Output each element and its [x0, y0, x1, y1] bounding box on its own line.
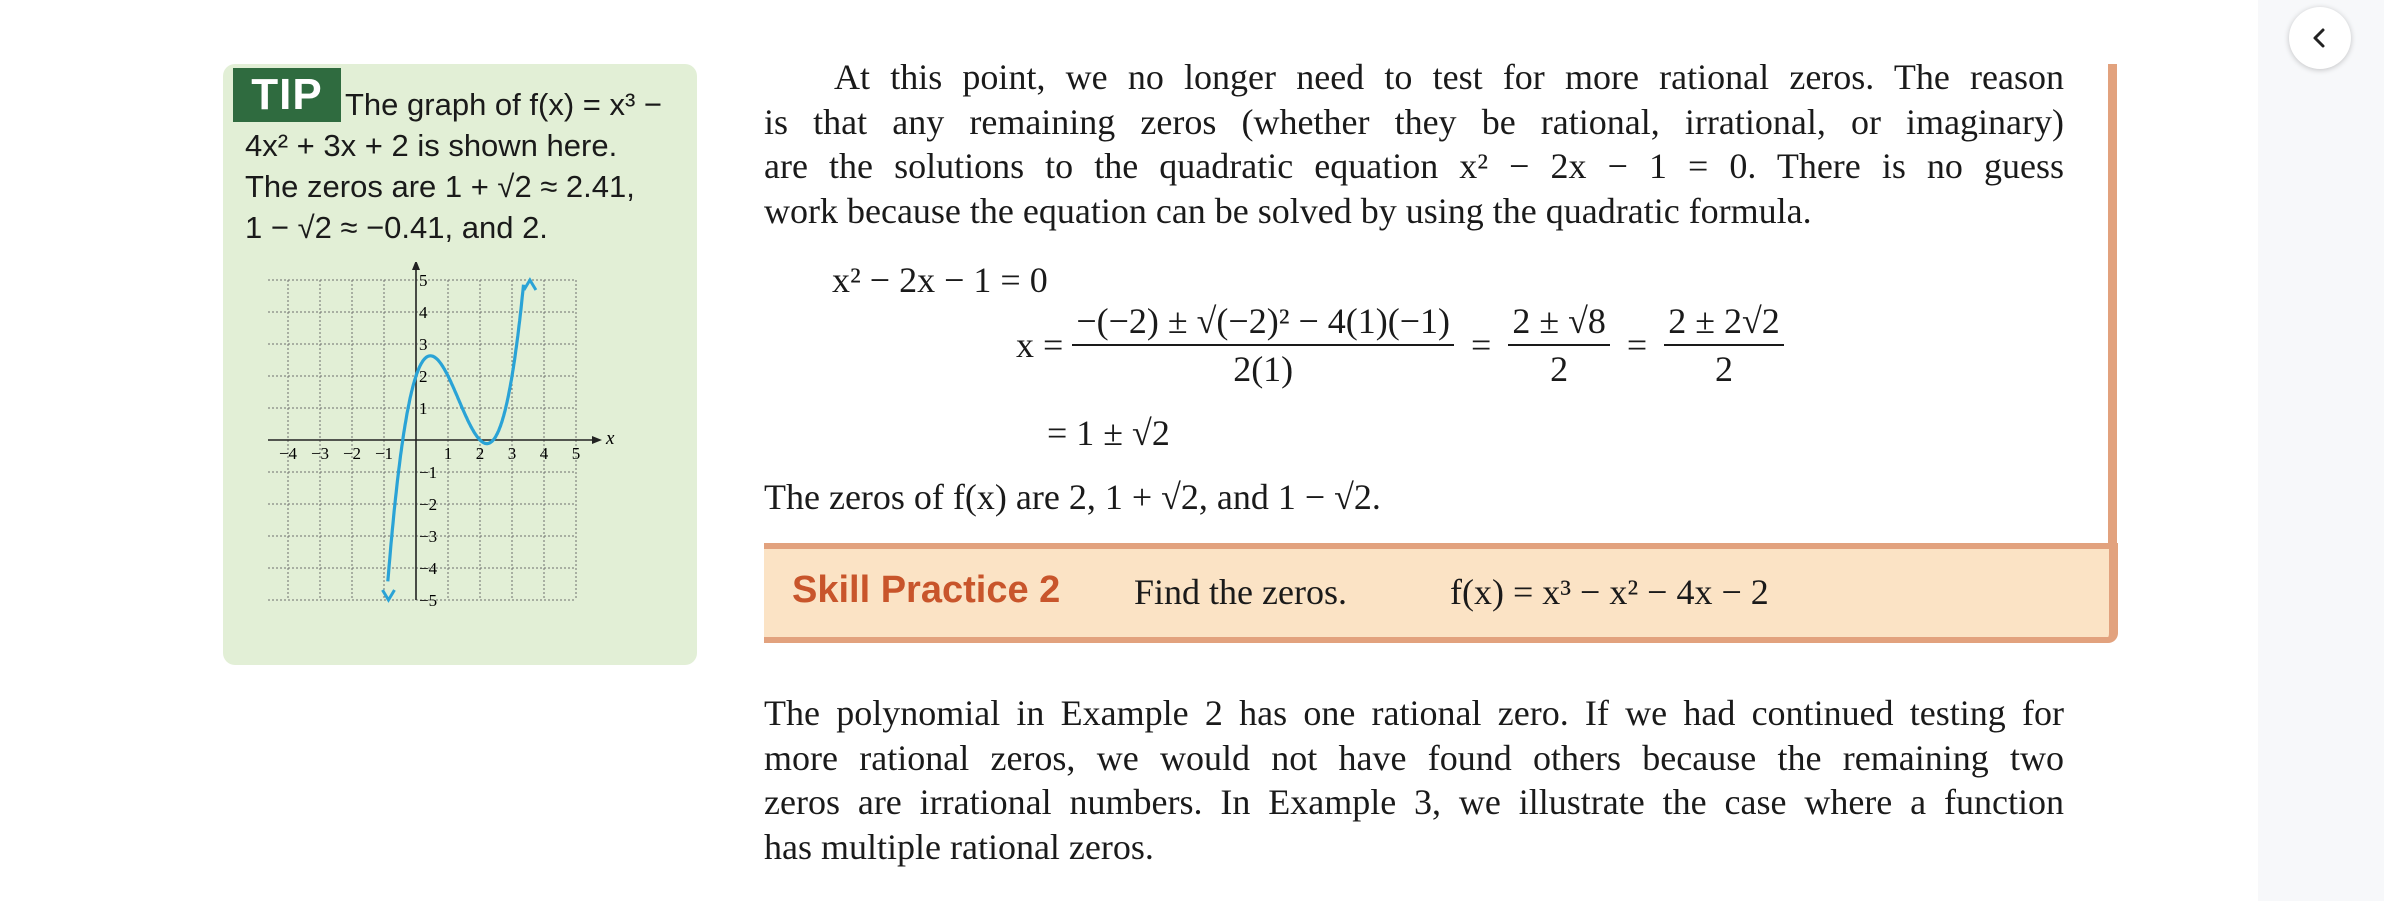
para1-line-2: is that any remaining zeros (whether they be rational, irrational, or imaginary)	[764, 101, 2064, 142]
x-tick-label: 4	[539, 444, 549, 463]
right-side-panel	[2258, 0, 2384, 901]
fraction-2-denominator: 2	[1550, 349, 1569, 389]
quadratic-formula-line	[1016, 300, 1784, 390]
curve-arrow-up	[524, 280, 536, 290]
y-tick-label: 5	[419, 271, 428, 290]
para1-line-4: work because the equation can be solved by using the quadratic formula.	[764, 190, 1812, 231]
y-axis-arrow	[412, 262, 420, 270]
x-tick-label: −2	[342, 444, 362, 463]
equals-sign-1: =	[1471, 325, 1492, 365]
graph-curve	[388, 285, 524, 582]
para2-line-4: has multiple rational zeros.	[764, 826, 1154, 867]
equals-sign-2: =	[1626, 325, 1648, 365]
chevron-left-icon	[2308, 26, 2332, 50]
tip-line-3: The zeros are 1 + √2 ≈ 2.41,	[245, 169, 635, 204]
tip-line-4: 1 − √2 ≈ −0.41, and 2.	[245, 210, 548, 245]
y-tick-label: −4	[419, 559, 438, 578]
fraction-3-numerator: 2 ± 2√2	[1664, 300, 1784, 346]
paragraph-1	[764, 55, 2064, 233]
para2-line-1: The polynomial in Example 2 has one rational zero. If we had continued testing for	[764, 693, 2064, 733]
fraction-1-numerator: −(−2) ± √(−2)² − 4(1)(−1)	[1072, 300, 1454, 346]
x-tick-label: −4	[278, 444, 298, 463]
tip-line-2: 4x² + 3x + 2 is shown here.	[245, 128, 618, 163]
zeros-sentence: The zeros of f(x) are 2, 1 + √2, and 1 − √2.	[764, 477, 1381, 517]
tip-line-1: The graph of f(x) = x³ −	[345, 87, 663, 122]
y-tick-label: −2	[419, 495, 438, 514]
y-tick-label: −3	[419, 527, 438, 546]
para1-line-3: are the solutions to the quadratic equation x² − 2x − 1 = 0. There is no guess	[764, 146, 2064, 186]
x-axis-arrow	[592, 436, 602, 444]
y-tick-label: 3	[419, 335, 428, 354]
fraction-2-numerator: 2 ± √8	[1508, 300, 1610, 346]
result-equation: = 1 ± √2	[1047, 413, 1170, 453]
y-tick-label: 2	[419, 367, 428, 386]
graph-x-label: x	[606, 428, 615, 449]
tip-box	[223, 64, 697, 665]
y-tick-label: −1	[419, 463, 438, 482]
x-tick-label: −3	[310, 444, 330, 463]
tip-graph	[268, 262, 648, 642]
x-tick-label: 5	[571, 444, 581, 463]
y-tick-label: 4	[419, 303, 428, 322]
fraction-3	[1664, 300, 1784, 390]
x-tick-label: −1	[374, 444, 394, 463]
example-right-rule	[2108, 64, 2117, 544]
fraction-3-denominator: 2	[1714, 349, 1733, 389]
para2-line-3: zeros are irrational numbers. In Example 3, we illustrate the case where a function	[764, 782, 2064, 822]
graph-axes	[268, 262, 602, 600]
y-tick-label: −5	[419, 591, 438, 610]
quadratic-equation: x² − 2x − 1 = 0	[832, 260, 1048, 300]
x-tick-label: 1	[443, 444, 453, 463]
x-tick-label: 2	[475, 444, 485, 463]
y-tick-label: 1	[419, 399, 428, 418]
fraction-2	[1508, 300, 1610, 390]
fraction-1	[1072, 300, 1454, 390]
skill-practice-equation: f(x) = x³ − x² − 4x − 2	[1450, 572, 1769, 612]
collapse-button[interactable]	[2289, 7, 2351, 69]
curve-arrow-down	[382, 590, 394, 600]
tip-label: TIP	[233, 68, 341, 122]
para2-line-2: more rational zeros, we would not have found others because the remaining two	[764, 737, 2064, 778]
paragraph-2	[764, 691, 2064, 869]
x-equals: x =	[1016, 325, 1064, 365]
skill-practice-instruction: Find the zeros.	[1134, 572, 1347, 612]
skill-practice-box	[764, 543, 2118, 643]
fraction-1-denominator: 2(1)	[1233, 349, 1294, 389]
skill-practice-title: Skill Practice 2	[792, 569, 1061, 611]
para1-line-1: At this point, we no longer need to test for more rational zeros. The reason	[834, 57, 2064, 97]
tip-text	[245, 84, 695, 248]
x-tick-label: 3	[507, 444, 517, 463]
